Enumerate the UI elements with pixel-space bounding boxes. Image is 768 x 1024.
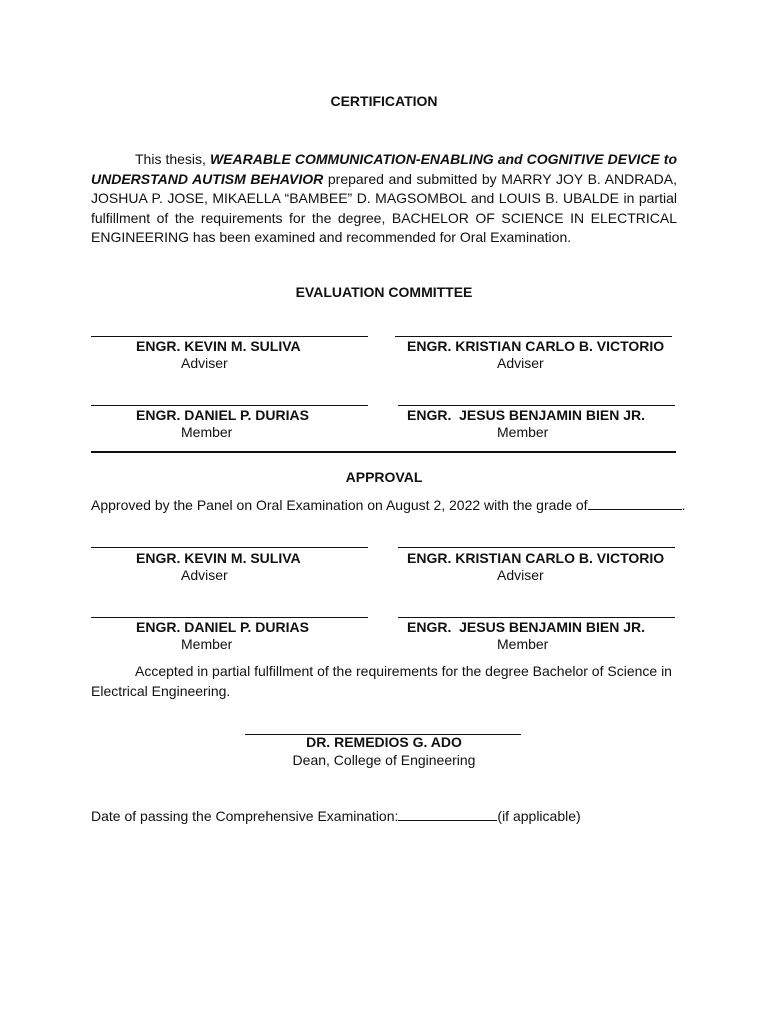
dean-name: DR. REMEDIOS G. ADO (306, 734, 462, 750)
signatory-role: Adviser (181, 355, 228, 371)
signatory-name: ENGR. KEVIN M. SULIVA (136, 338, 301, 354)
approval-end: . (681, 497, 686, 513)
date-blank (398, 808, 497, 821)
signature-line (91, 617, 368, 618)
signatory-name: ENGR. KRISTIAN CARLO B. VICTORIO (407, 338, 665, 354)
grade-blank (588, 497, 682, 510)
evaluation-committee-heading: EVALUATION COMMITTEE (295, 284, 473, 300)
approval-text: Approved by the Panel on Oral Examination on August 2, 2022 with the grade of (91, 497, 588, 513)
signatory-name: ENGR. DANIEL P. DURIAS (136, 619, 309, 635)
signature-line (91, 547, 368, 548)
signatory-name: ENGR. KRISTIAN CARLO B. VICTORIO (407, 550, 665, 566)
certification-title: CERTIFICATION (330, 93, 438, 109)
signatory-name: ENGR. KEVIN M. SULIVA (136, 550, 301, 566)
signatory-role: Adviser (497, 355, 544, 371)
approval-heading: APPROVAL (345, 469, 423, 485)
section-divider (91, 451, 676, 453)
signatory-role: Adviser (497, 567, 544, 583)
signatory-role: Member (181, 636, 233, 652)
signatory-name: ENGR. JESUS BENJAMIN BIEN JR. (407, 619, 646, 635)
signatory-name: ENGR. JESUS BENJAMIN BIEN JR. (407, 407, 646, 423)
signature-line (398, 405, 675, 406)
signature-line (398, 617, 675, 618)
certification-intro: This thesis, (135, 151, 206, 167)
signatory-role: Member (497, 424, 549, 440)
thesis-title: WEARABLE COMMUNICATION-ENABLING and COGNITIVE DEVICE to UNDERSTAND AUTISM BEHAVIOR (91, 151, 678, 187)
signatory-role: Adviser (181, 567, 228, 583)
acceptance-text: Accepted in partial fulfillment of the requirements for the degree Bachelor of Science in Electrical Engineering. (91, 663, 672, 699)
signature-line (91, 336, 368, 337)
approval-statement (91, 497, 686, 513)
acceptance-paragraph (91, 662, 681, 701)
certification-paragraph (91, 150, 677, 248)
comprehensive-exam-line (91, 808, 581, 824)
certification-body: prepared and submitted by MARRY JOY B. ANDRADA, JOSHUA P. JOSE, MIKAELLA “BAMBEE” D. MAGSOMBOL and LOUIS B. UBALDE in partial fulfillment of the requirements for the degree, BACHELOR OF SCIENCE IN ELECTRICAL ENGINEERING has been examined and recommended for Oral Examination. (91, 170, 678, 245)
signature-line (395, 336, 672, 337)
signatory-role: Member (181, 424, 233, 440)
comprehensive-suffix: (if applicable) (497, 808, 581, 824)
signatory-name: ENGR. DANIEL P. DURIAS (136, 407, 309, 423)
signature-line (91, 405, 368, 406)
comprehensive-label: Date of passing the Comprehensive Examination: (91, 808, 399, 824)
signature-line (398, 547, 675, 548)
dean-title: Dean, College of Engineering (292, 752, 476, 768)
signatory-role: Member (497, 636, 549, 652)
